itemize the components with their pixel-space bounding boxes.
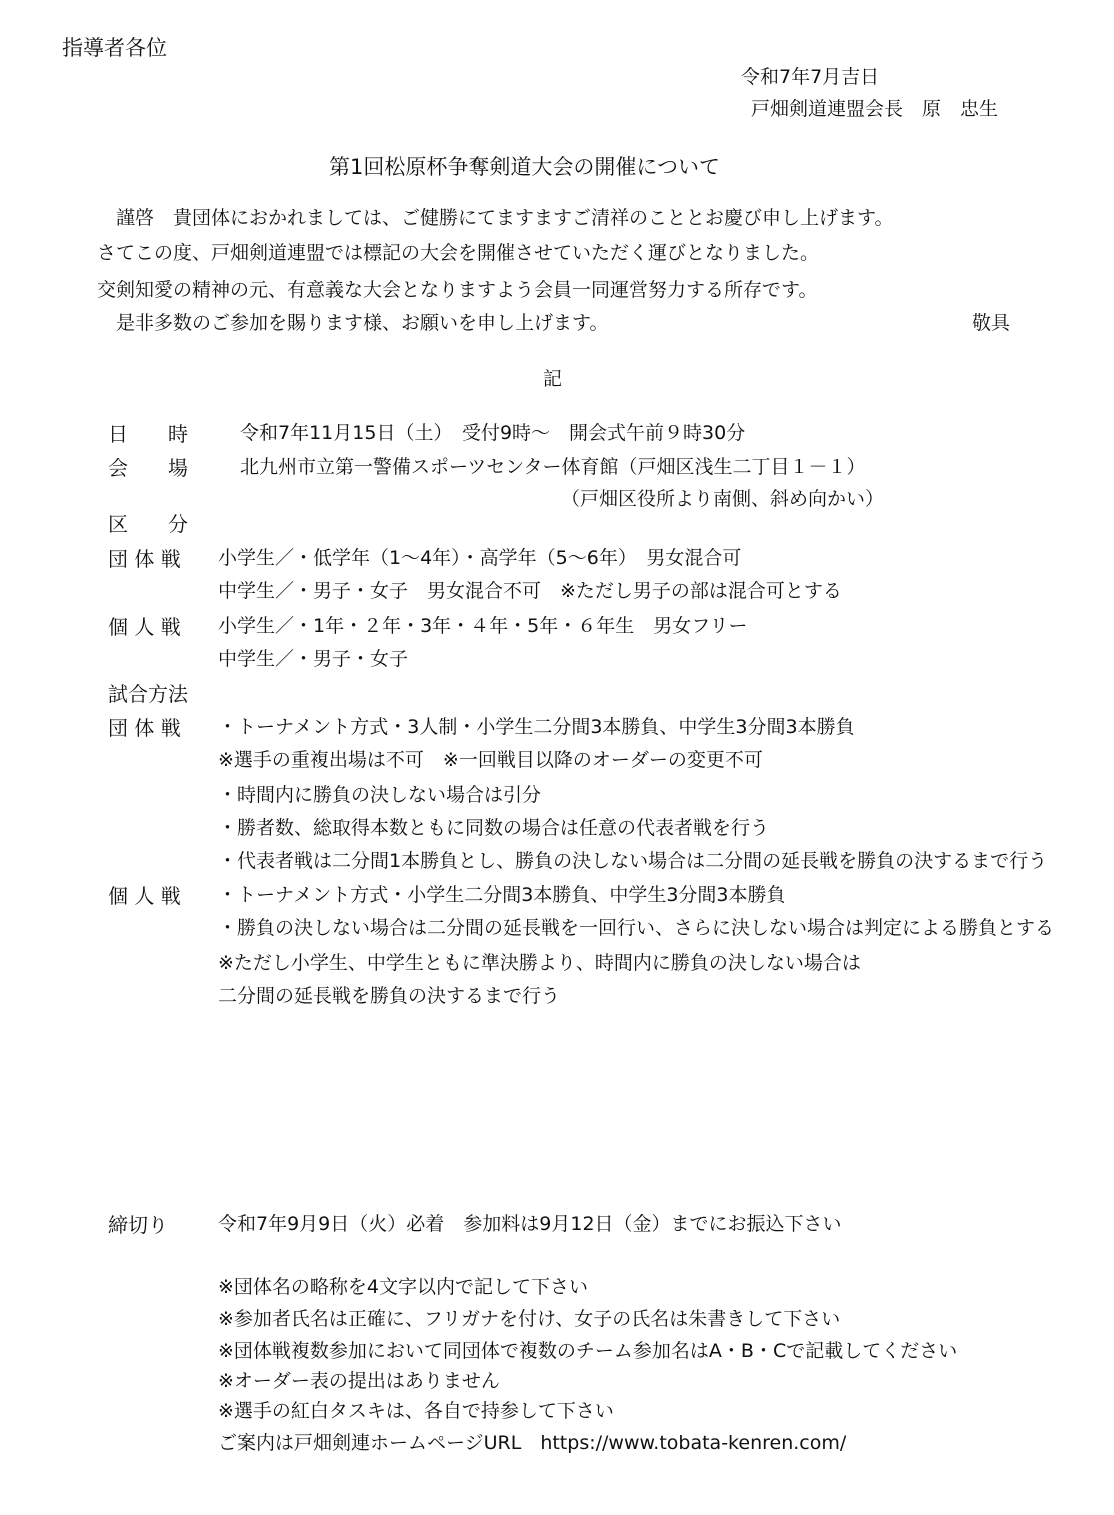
method-team-line: ※選手の重複出場は不可 ※一回戦目以降のオーダーの変更不可 bbox=[218, 749, 763, 771]
team-label: 団 体 戦 bbox=[108, 547, 181, 571]
document-title: 第1回松原杯争奪剣道大会の開催について bbox=[329, 155, 720, 179]
method-individual-label: 個 人 戦 bbox=[108, 884, 181, 908]
homepage-url-line: ご案内は戸畑剣連ホームページURL https://www.tobata-kenren.com/ bbox=[218, 1432, 847, 1454]
method-team-label: 団 体 戦 bbox=[108, 716, 181, 740]
method-individual-line: ・トーナメント方式・小学生二分間3本勝負、中学生3分間3本勝負 bbox=[218, 884, 786, 906]
method-team-line: ・代表者戦は二分間1本勝負とし、勝負の決しない場合は二分間の延長戦を勝負の決するまで行う bbox=[218, 850, 1048, 872]
sender: 戸畑剣道連盟会長 原 忠生 bbox=[751, 98, 999, 120]
ki-heading: 記 bbox=[543, 368, 563, 390]
deadline-label: 締切り bbox=[108, 1213, 168, 1237]
greeting-line-3: 交剣知愛の精神の元、有意義な大会となりますよう会員一同運営努力する所存です。 bbox=[97, 279, 818, 301]
venue-note: （戸畑区役所より南側、斜め向かい） bbox=[561, 488, 885, 510]
note-line: ※参加者氏名は正確に、フリガナを付け、女子の氏名は朱書きして下さい bbox=[218, 1308, 841, 1330]
method-individual-line: ※ただし小学生、中学生ともに準決勝より、時間内に勝負の決しない場合は bbox=[218, 952, 861, 974]
method-team-line: ・勝者数、総取得本数ともに同数の場合は任意の代表者戦を行う bbox=[218, 817, 770, 839]
note-line: ※オーダー表の提出はありません bbox=[218, 1370, 500, 1392]
note-line: ※団体名の略称を4文字以内で記して下さい bbox=[218, 1276, 589, 1298]
method-individual-line: 二分間の延長戦を勝負の決するまで行う bbox=[218, 985, 561, 1007]
method-label: 試合方法 bbox=[108, 682, 188, 706]
venue-value: 北九州市立第一警備スポーツセンター体育館（戸畑区浅生二丁目１－１） bbox=[240, 456, 866, 478]
datetime-value: 令和7年11月15日（土） 受付9時～ 開会式午前９時30分 bbox=[240, 422, 746, 444]
method-team-line: ・時間内に勝負の決しない場合は引分 bbox=[218, 784, 542, 806]
note-line: ※団体戦複数参加において同団体で複数のチーム参加名はA・B・Cで記載してください bbox=[218, 1340, 958, 1362]
team-line-1: 小学生／・低学年（1～4年）・高学年（5～6年） 男女混合可 bbox=[218, 547, 742, 569]
individual-label: 個 人 戦 bbox=[108, 615, 181, 639]
datetime-label: 日 時 bbox=[108, 422, 188, 446]
issue-date: 令和7年7月吉日 bbox=[741, 66, 880, 88]
greeting-line-2: さてこの度、戸畑剣道連盟では標記の大会を開催させていただく運びとなりました。 bbox=[97, 242, 820, 264]
method-individual-line: ・勝負の決しない場合は二分間の延長戦を一回行い、さらに決しない場合は判定による勝負とする bbox=[218, 917, 1055, 939]
individual-line-2: 中学生／・男子・女子 bbox=[218, 648, 409, 670]
category-label: 区 分 bbox=[108, 512, 188, 536]
note-line: ※選手の紅白タスキは、各自で持参して下さい bbox=[218, 1400, 614, 1422]
deadline-value: 令和7年9月9日（火）必着 参加料は9月12日（金）までにお振込下さい bbox=[218, 1213, 842, 1235]
recipient: 指導者各位 bbox=[62, 36, 167, 60]
greeting-line-4: 是非多数のご参加を賜ります様、お願いを申し上げます。 bbox=[116, 312, 609, 334]
closing-word: 敬具 bbox=[972, 312, 1011, 334]
method-team-line: ・トーナメント方式・3人制・小学生二分間3本勝負、中学生3分間3本勝負 bbox=[218, 716, 855, 738]
greeting-line-1: 謹啓 貴団体におかれましては、ご健勝にてますますご清祥のこととお慶び申し上げます。 bbox=[116, 207, 894, 229]
individual-line-1: 小学生／・1年・２年・3年・４年・5年・６年生 男女フリー bbox=[218, 615, 748, 637]
team-line-2: 中学生／・男子・女子 男女混合不可 ※ただし男子の部は混合可とする bbox=[218, 580, 842, 602]
venue-label: 会 場 bbox=[108, 456, 188, 480]
